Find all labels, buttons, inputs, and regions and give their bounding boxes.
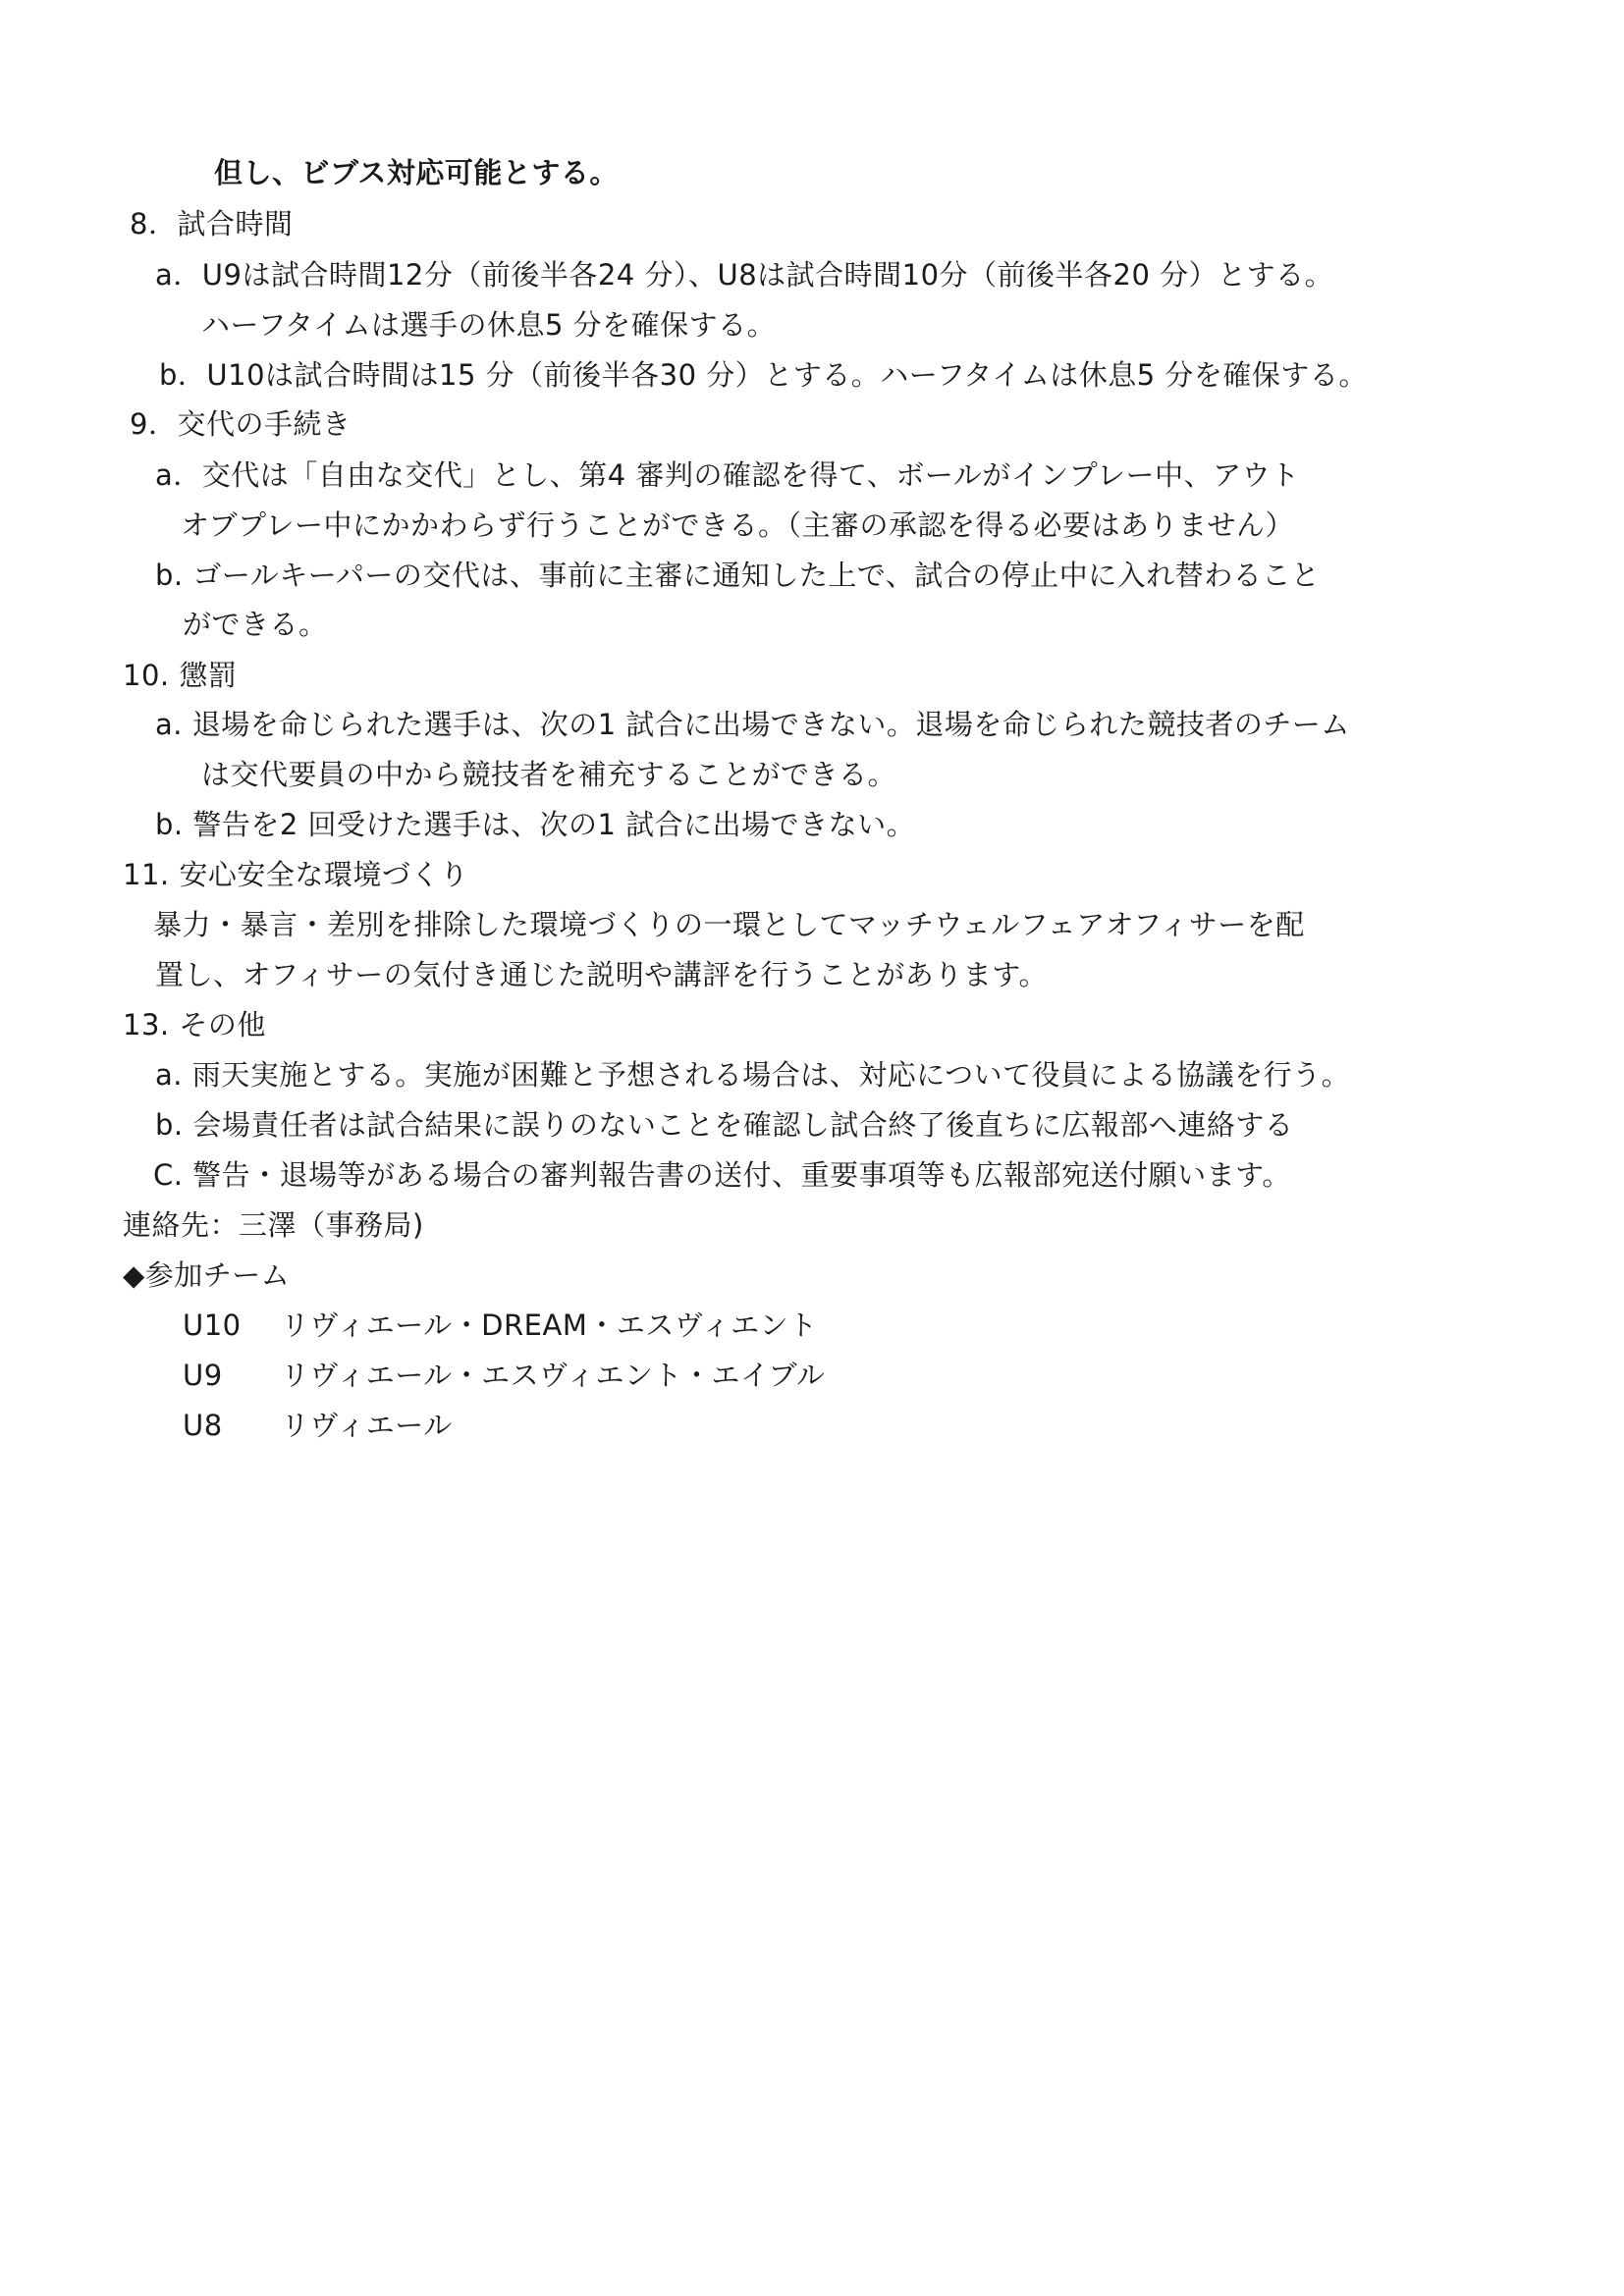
team-category: U9 bbox=[183, 1359, 223, 1392]
section-9b-continued: ができる。 bbox=[183, 608, 328, 641]
team-names: リヴィエール bbox=[281, 1409, 453, 1442]
team-names: リヴィエール・エスヴィエント・エイブル bbox=[281, 1359, 826, 1392]
section-9a-text: a．交代は「自由な交代」とし、第4 審判の確認を得て、ボールがインプレー中、アウト bbox=[155, 458, 1300, 492]
section-10a-text: a. 退場を命じられた選手は、次の1 試合に出場できない。退場を命じられた競技者のチーム bbox=[155, 708, 1350, 741]
section-9a-continued: オブプレー中にかかわらず行うことができる。（主審の承認を得る必要はありません） bbox=[181, 508, 1294, 542]
section-11-continued: 置し、オフィサーの気付き通じた説明や講評を行うことがあります。 bbox=[155, 958, 1048, 991]
section-8a-text: a．U9は試合時間12分（前後半各24 分）、U8は試合時間10分（前後半各20 分）とする。 bbox=[155, 258, 1334, 292]
participating-teams-heading: ◆参加チーム bbox=[123, 1258, 291, 1292]
section-10-heading: 10. 懲罰 bbox=[123, 659, 238, 692]
team-category: U8 bbox=[183, 1409, 223, 1442]
section-13c-text: C. 警告・退場等がある場合の審判報告書の送付、重要事項等も広報部宛送付願います。 bbox=[153, 1158, 1291, 1192]
section-10a-continued: は交代要員の中から競技者を補充することができる。 bbox=[201, 758, 897, 791]
section-8-heading: 8．試合時間 bbox=[130, 207, 294, 240]
section-11-text: 暴力・暴言・差別を排除した環境づくりの一環としてマッチウェルフェアオフィサーを配 bbox=[153, 908, 1305, 941]
section-9-heading: 9．交代の手続き bbox=[130, 407, 352, 441]
team-category: U10 bbox=[183, 1308, 242, 1342]
team-names: リヴィエール・DREAM・エスヴィエント bbox=[281, 1308, 818, 1342]
section-8b-text: b．U10は試合時間は15 分（前後半各30 分）とする。ハーフタイムは休息5 分を確保する。 bbox=[159, 358, 1368, 392]
section-8a-continued: ハーフタイムは選手の休息5 分を確保する。 bbox=[201, 308, 777, 342]
section-13-heading: 13. その他 bbox=[123, 1008, 266, 1041]
section-13b-text: b. 会場責任者は試合結果に誤りのないことを確認し試合終了後直ちに広報部へ連絡する bbox=[155, 1108, 1294, 1142]
section-10b-text: b. 警告を2 回受けた選手は、次の1 試合に出場できない。 bbox=[155, 808, 916, 841]
section-13a-text: a. 雨天実施とする。実施が困難と予想される場合は、対応について役員による協議を行う。 bbox=[155, 1058, 1351, 1092]
section-9b-text: b. ゴールキーパーの交代は、事前に主審に通知した上で、試合の停止中に入れ替わること bbox=[155, 559, 1321, 592]
bibs-note: 但し、ビブス対応可能とする。 bbox=[214, 156, 619, 189]
contact-info: 連絡先：三澤（事務局) bbox=[123, 1208, 424, 1242]
section-11-heading: 11. 安心安全な環境づくり bbox=[123, 858, 469, 891]
